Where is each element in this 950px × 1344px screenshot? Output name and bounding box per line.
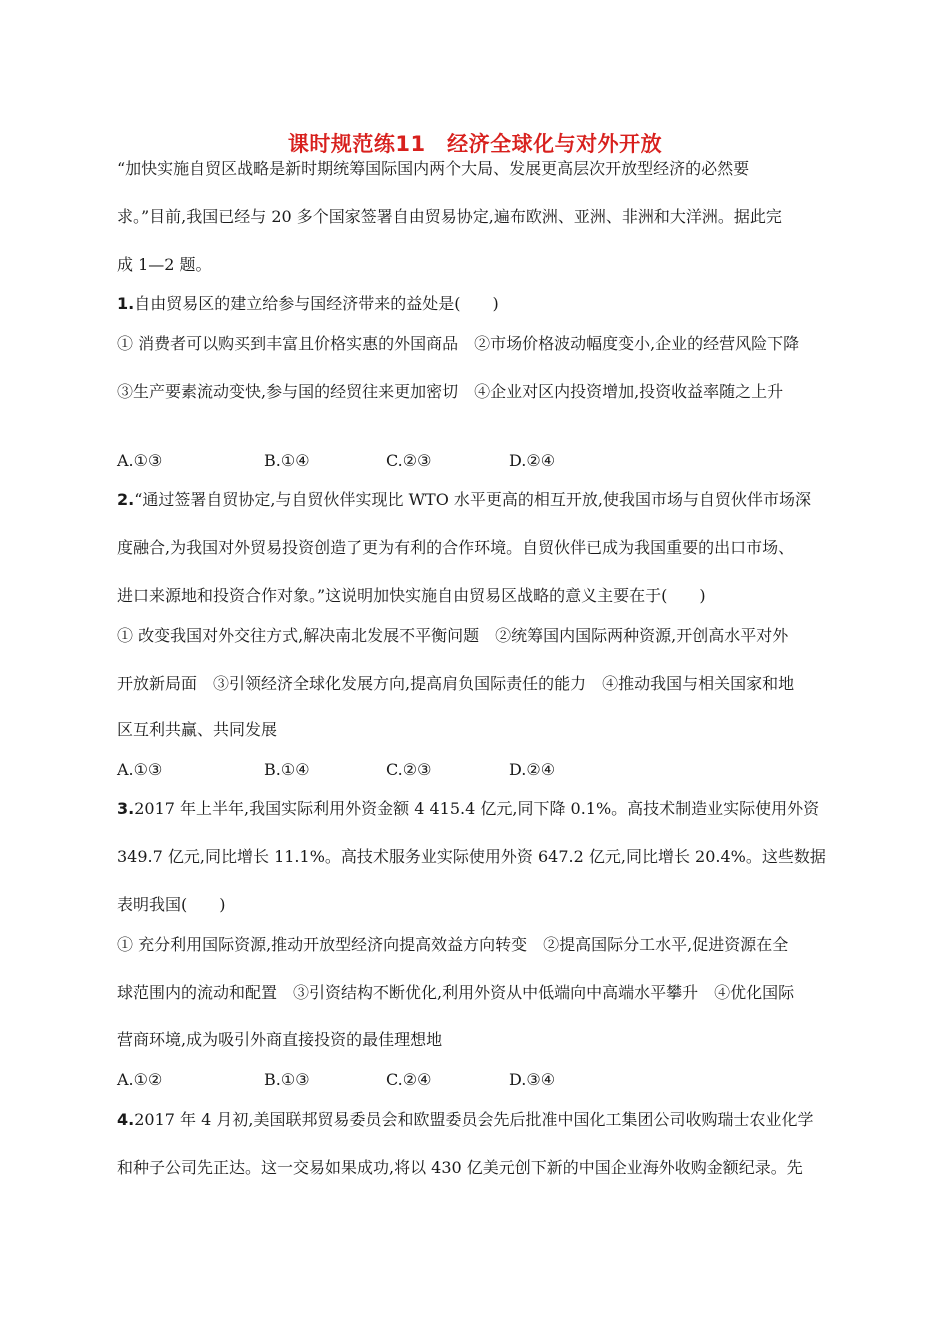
q2-option-d[interactable]: D.②④ <box>509 760 556 779</box>
q2-statement-line-1: ① 改变我国对外交往方式,解决南北发展不平衡问题 ②统筹国内国际两种资源,开创高水平对外 <box>117 626 789 645</box>
q3-option-b[interactable]: B.①③ <box>264 1070 310 1089</box>
q3-option-c[interactable]: C.②④ <box>386 1070 432 1089</box>
q2-stem-text-1: “通过签署自贸协定,与自贸伙伴实现比 WTO 水平更高的相互开放,使我国市场与自贸伙伴市场深 <box>134 490 811 509</box>
q4-number: 4. <box>117 1110 135 1129</box>
q4-stem-line-1 <box>117 1109 813 1131</box>
q3-option-a[interactable]: A.①② <box>117 1070 163 1089</box>
q2-stem-line-2: 度融合,为我国对外贸易投资创造了更为有利的合作环境。自贸伙伴已成为我国重要的出口市场、 <box>117 538 795 557</box>
q1-number: 1. <box>117 294 135 313</box>
q4-stem-text-1: 2017 年 4 月初,美国联邦贸易委员会和欧盟委员会先后批准中国化工集团公司收购瑞士农业化学 <box>134 1110 814 1129</box>
q3-stem-line-3: 表明我国( ) <box>117 895 226 914</box>
q3-option-d[interactable]: D.③④ <box>509 1070 556 1089</box>
q1-statement-line-2: ③生产要素流动变快,参与国的经贸往来更加密切 ④企业对区内投资增加,投资收益率随之上升 <box>117 382 784 401</box>
q2-stem-line-3: 进口来源地和投资合作对象。”这说明加快实施自由贸易区战略的意义主要在于( ) <box>117 586 706 605</box>
q3-statement-line-1: ① 充分利用国际资源,推动开放型经济向提高效益方向转变 ②提高国际分工水平,促进资源在全 <box>117 935 789 954</box>
q2-statement-line-2: 开放新局面 ③引领经济全球化发展方向,提高肩负国际责任的能力 ④推动我国与相关国家和地 <box>117 674 795 693</box>
q3-number: 3. <box>117 799 135 818</box>
q3-statement-line-2: 球范围内的流动和配置 ③引资结构不断优化,利用外资从中低端向中高端水平攀升 ④优化国际 <box>117 983 795 1002</box>
q1-stem <box>117 293 499 315</box>
q1-option-a[interactable]: A.①③ <box>117 451 163 470</box>
page-title: 课时规范练11 经济全球化与对外开放 <box>287 132 663 156</box>
q4-stem-line-2: 和种子公司先正达。这一交易如果成功,将以 430 亿美元创下新的中国企业海外收购金额纪录。先 <box>117 1158 803 1177</box>
q1-statement-line-1: ① 消费者可以购买到丰富且价格实惠的外国商品 ②市场价格波动幅度变小,企业的经营风险下降 <box>117 334 800 353</box>
q3-stem-text-1: 2017 年上半年,我国实际利用外资金额 4 415.4 亿元,同下降 0.1%。高技术制造业实际使用外资 <box>134 799 820 818</box>
q2-number: 2. <box>117 490 135 509</box>
q3-stem-line-1 <box>117 798 819 820</box>
q3-statement-line-3: 营商环境,成为吸引外商直接投资的最佳理想地 <box>117 1030 443 1049</box>
intro-line-1: “加快实施自贸区战略是新时期统筹国际国内两个大局、发展更高层次开放型经济的必然要 <box>117 159 750 178</box>
q2-option-b[interactable]: B.①④ <box>264 760 310 779</box>
q1-option-d[interactable]: D.②④ <box>509 451 556 470</box>
q1-option-b[interactable]: B.①④ <box>264 451 310 470</box>
q1-stem-text: 自由贸易区的建立给参与国经济带来的益处是( ) <box>134 294 499 313</box>
q2-option-a[interactable]: A.①③ <box>117 760 163 779</box>
q2-option-c[interactable]: C.②③ <box>386 760 432 779</box>
intro-line-2: 求。”目前,我国已经与 20 多个国家签署自由贸易协定,遍布欧洲、亚洲、非洲和大洋洲。据此完 <box>117 207 782 226</box>
q2-statement-line-3: 区互利共赢、共同发展 <box>117 720 278 739</box>
q3-stem-line-2: 349.7 亿元,同比增长 11.1%。高技术服务业实际使用外资 647.2 亿元,同比增长 20.4%。这些数据 <box>117 847 826 866</box>
q1-option-c[interactable]: C.②③ <box>386 451 432 470</box>
intro-line-3: 成 1—2 题。 <box>117 255 212 274</box>
q2-stem-line-1 <box>117 489 811 511</box>
